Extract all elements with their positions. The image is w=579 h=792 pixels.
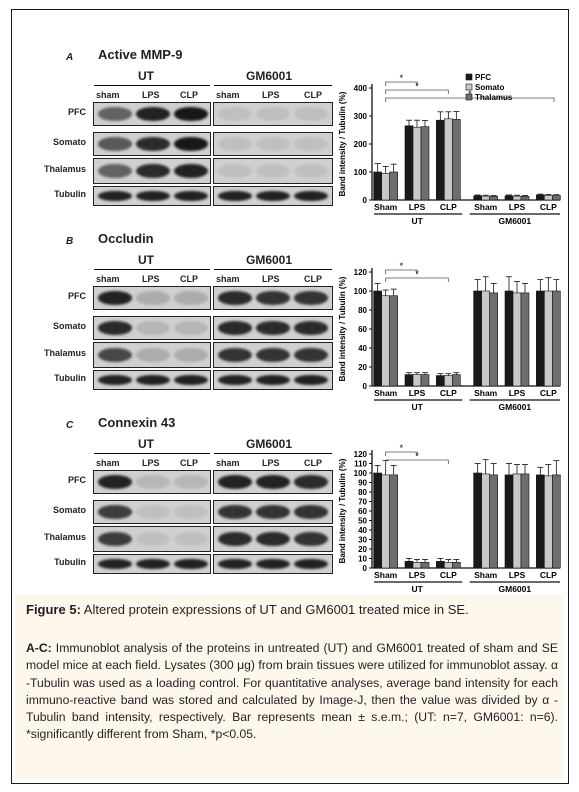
lane-label: LPS [142,458,160,468]
bar-thalamus [552,475,560,568]
legend-swatch-pfc [466,74,472,80]
blot-band [98,559,132,570]
bar-thalamus [452,119,460,200]
x-tick-label: Sham [374,388,398,398]
blot-band [136,137,170,150]
bar-pfc [505,475,513,568]
blot-band [218,321,252,334]
lane-label: CLP [304,458,322,468]
bar-pfc [405,561,413,568]
panel-letter: A [66,52,74,63]
blot-band [294,191,328,202]
group-line-gm6001 [214,453,332,454]
blot-image [93,500,211,524]
panel-letter: B [66,236,74,247]
caption-text: Immunoblot analysis of the proteins in untreated (UT) and GM6001 treated of sham and SE model mice at each field. Lysates (300 μg) from brain tissues were utilized for immunoblot assay. α -Tubulin was used as a loading control. For quantitative analyses, average band intensity for each immuno-reactive band was stored and calculated by Image-J, then the value was divided by α -Tubulin band intensity, respectively. Bar represents mean ± s.e.m.; (UT: n=7, GM6001: n=6). *significantly different from Sham, *p<0.05. [26,641,558,742]
blot-row-label: PFC [68,107,86,117]
blot-band [256,559,290,570]
blot-image [213,500,333,524]
blot-band [294,291,328,304]
bar-thalamus [421,562,429,568]
legend-swatch-thalamus [466,94,472,100]
blot-band [98,137,132,150]
blot-band [136,559,170,570]
y-tick-label: 0 [362,382,367,391]
y-axis-label: Band intensity / Tubulin (%) [338,91,347,197]
y-tick-label: 100 [353,168,367,177]
lane-label: sham [96,274,120,284]
lane-label: LPS [262,458,280,468]
blot-band [174,505,208,518]
blot-band [174,475,208,488]
bar-thalamus [390,296,398,386]
blot-band [294,164,328,178]
lane-label: CLP [180,90,198,100]
blot-image [213,526,333,552]
bar-somato [413,375,421,386]
blot-band [256,137,290,150]
x-tick-label: CLP [539,202,557,212]
blot-band [174,107,208,120]
blot-band [136,532,170,546]
y-tick-label: 120 [353,268,367,277]
group-line-gm6001 [214,269,332,270]
bar-pfc [436,376,444,386]
y-tick-label: 40 [358,344,367,353]
blot-band [294,532,328,546]
bar-thalamus [390,475,398,568]
blot-band [294,107,328,120]
x-tick-label: CLP [439,202,457,212]
group-line-gm6001 [214,85,332,86]
blot-image [93,286,211,310]
lane-label: LPS [142,90,160,100]
bar-pfc [405,375,413,386]
significance-marker: * [415,269,419,279]
y-tick-label: 0 [362,196,367,205]
y-tick-label: 100 [353,287,367,296]
group-line-ut [94,85,210,86]
lane-label: CLP [180,458,198,468]
bar-thalamus [521,474,529,568]
bar-pfc [505,291,513,386]
significance-marker: * [399,261,404,271]
x-tick-label: LPS [408,388,426,398]
bar-somato [482,291,490,386]
blot-image [93,370,211,390]
blot-band [98,475,132,488]
blot-row-label: Thalamus [43,348,86,358]
y-tick-label: 200 [353,140,367,149]
blot-band [136,505,170,518]
y-tick-label: 20 [358,545,367,554]
blot-band [174,137,208,150]
blot-image [93,470,211,494]
y-tick-label: 110 [354,459,367,469]
bar-pfc [474,291,482,386]
blot-band [174,164,208,178]
blot-band [218,559,252,570]
blot-image [93,158,211,184]
bar-somato [544,291,552,386]
blot-band [218,348,252,362]
blot-band [218,164,252,178]
y-tick-label: 20 [358,363,367,372]
significance-marker: * [399,73,404,83]
x-tick-label: LPS [408,202,426,212]
x-group-label-gm6001: GM6001 [498,402,532,412]
bar-pfc [374,172,382,200]
x-group-label-gm6001: GM6001 [498,216,532,226]
panel-title: Connexin 43 [98,415,176,430]
blot-band [256,505,290,518]
caption-label: A-C: [26,641,52,655]
x-tick-label: CLP [439,570,457,580]
blot-band [218,291,252,304]
blot-image [93,186,211,206]
bar-pfc [536,291,544,386]
bar-thalamus [421,127,429,200]
y-tick-label: 70 [358,497,367,507]
lane-label: sham [216,90,240,100]
blot-row-label: Somato [52,321,86,331]
bar-thalamus [421,375,429,386]
blot-group-gm6001: GM6001 [246,437,293,451]
blot-band [294,348,328,362]
bar-thalamus [490,293,498,386]
blot-band [174,291,208,304]
blot-image [213,554,333,574]
y-tick-label: 50 [358,516,367,526]
figure-caption-title [26,602,469,617]
bar-pfc [374,473,382,568]
bar-somato [444,562,452,568]
significance-marker: * [399,443,404,453]
x-tick-label: CLP [539,570,557,580]
blot-band [294,375,328,386]
panel-title: Active MMP-9 [98,47,183,62]
bar-somato [513,293,521,386]
blot-band [136,321,170,334]
bar-somato [482,474,490,568]
y-tick-label: 80 [358,488,367,497]
bar-somato [382,475,390,568]
blot-band [98,291,132,304]
blot-band [174,375,208,386]
panel-letter: C [66,420,74,431]
blot-band [136,291,170,304]
blot-band [256,107,290,120]
significance-marker: * [415,451,419,461]
x-tick-label: LPS [408,570,426,580]
bar-thalamus [552,196,560,200]
y-tick-label: 400 [353,84,367,93]
blot-group-ut: UT [138,253,154,267]
blot-group-gm6001: GM6001 [246,69,293,83]
legend-label: Somato [475,83,505,92]
significance-marker: * [415,81,419,91]
blot-image [93,342,211,368]
blot-band [218,475,252,488]
x-tick-label: CLP [439,388,457,398]
blot-band [256,291,290,304]
blot-band [98,321,132,334]
bar-pfc [436,120,444,200]
y-tick-label: 60 [358,325,367,334]
blot-band [218,375,252,386]
lane-label: LPS [142,274,160,284]
bar-thalamus [452,562,460,568]
blot-row-label: Tubulin [54,373,86,383]
bar-thalamus [521,196,529,200]
y-tick-label: 40 [358,526,367,535]
blot-band [294,475,328,488]
x-tick-label: Sham [474,570,498,580]
blot-band [98,348,132,362]
bar-thalamus [452,375,460,386]
bar-thalamus [490,475,498,568]
figure-label: Figure 5: [26,602,81,617]
blot-image [93,526,211,552]
blot-row-label: Tubulin [54,557,86,567]
bar-pfc [405,126,413,200]
lane-label: CLP [180,274,198,284]
lane-label: sham [96,458,120,468]
blot-row-label: Somato [52,505,86,515]
blot-band [256,191,290,202]
bar-somato [382,296,390,386]
blot-band [174,348,208,362]
group-line-ut [94,453,210,454]
blot-row-label: Thalamus [43,532,86,542]
blot-band [256,475,290,488]
lane-label: LPS [262,90,280,100]
blot-band [98,375,132,386]
y-tick-label: 300 [353,112,367,121]
blot-image [213,102,333,126]
blot-band [174,559,208,570]
x-tick-label: Sham [374,202,398,212]
x-tick-label: CLP [539,388,557,398]
blot-image [93,102,211,126]
lane-label: LPS [262,274,280,284]
y-tick-label: 100 [353,469,367,478]
blot-band [174,532,208,546]
bar-thalamus [552,291,560,386]
bar-pfc [474,473,482,568]
blot-band [294,321,328,334]
lane-label: sham [96,90,120,100]
y-axis-label: Band intensity / Tubulin (%) [338,276,347,382]
blot-group-ut: UT [138,437,154,451]
bar-chart-b [338,256,568,416]
blot-image [93,554,211,574]
blot-band [136,375,170,386]
blot-band [136,191,170,202]
blot-band [294,137,328,150]
bar-pfc [505,196,513,200]
x-group-label-gm6001: GM6001 [498,584,532,594]
bar-somato [413,562,421,568]
blot-image [213,370,333,390]
x-tick-label: LPS [508,202,526,212]
bar-somato [544,476,552,568]
blot-image [213,470,333,494]
legend-label: PFC [475,73,491,82]
blot-band [174,321,208,334]
blot-band [218,191,252,202]
x-tick-label: Sham [374,570,398,580]
blot-band [218,505,252,518]
figure-caption-body [26,640,558,744]
blot-band [218,532,252,546]
y-tick-label: 90 [358,478,367,488]
bar-thalamus [490,196,498,200]
bar-somato [382,173,390,200]
y-tick-label: 80 [358,306,367,315]
blot-band [294,559,328,570]
x-tick-label: Sham [474,202,498,212]
bar-pfc [436,561,444,568]
bar-somato [413,127,421,200]
blot-image [213,342,333,368]
lane-label: sham [216,274,240,284]
bar-pfc [536,195,544,200]
blot-image [213,132,333,156]
y-tick-label: 60 [358,507,367,516]
group-line-ut [94,269,210,270]
blot-row-label: Tubulin [54,189,86,199]
bar-pfc [474,196,482,200]
blot-band [218,137,252,150]
figure-title: Altered protein expressions of UT and GM6001 treated mice in SE. [80,602,469,617]
blot-band [256,532,290,546]
blot-image [93,316,211,340]
legend-swatch-somato [466,84,472,90]
blot-band [136,348,170,362]
blot-band [218,107,252,120]
blot-row-label: Somato [52,137,86,147]
blot-band [256,348,290,362]
blot-band [256,164,290,178]
lane-label: CLP [304,90,322,100]
blot-band [98,191,132,202]
blot-band [136,475,170,488]
blot-image [213,286,333,310]
blot-row-label: Thalamus [43,164,86,174]
y-tick-label: 0 [362,564,367,573]
x-group-label-ut: UT [411,402,423,412]
bar-somato [444,119,452,200]
legend-label: Thalamus [475,93,513,102]
blot-image [93,132,211,156]
blot-band [256,375,290,386]
blot-band [98,164,132,178]
bar-somato [444,376,452,386]
bar-thalamus [390,172,398,200]
x-tick-label: Sham [474,388,498,398]
bar-somato [513,474,521,568]
bar-chart-a [338,72,568,232]
bar-chart-c [338,438,568,596]
x-tick-label: LPS [508,388,526,398]
y-tick-label: 30 [358,535,367,545]
panel-title: Occludin [98,231,154,246]
blot-group-ut: UT [138,69,154,83]
blot-band [256,321,290,334]
blot-row-label: PFC [68,475,86,485]
blot-band [136,164,170,178]
blot-band [98,505,132,518]
lane-label: sham [216,458,240,468]
x-group-label-ut: UT [411,216,423,226]
lane-label: CLP [304,274,322,284]
bar-pfc [536,475,544,568]
blot-image [213,186,333,206]
bar-somato [544,195,552,200]
blot-row-label: PFC [68,291,86,301]
x-group-label-ut: UT [411,584,423,594]
y-tick-label: 10 [358,554,367,564]
y-axis-label: Band intensity / Tubulin (%) [338,458,347,564]
bar-somato [482,196,490,200]
blot-group-gm6001: GM6001 [246,253,293,267]
bar-somato [513,196,521,200]
blot-band [136,107,170,120]
y-tick-label: 120 [353,450,367,459]
blot-band [98,532,132,546]
blot-image [213,158,333,184]
blot-image [213,316,333,340]
bar-pfc [374,291,382,386]
blot-band [98,107,132,120]
x-tick-label: LPS [508,570,526,580]
blot-band [294,505,328,518]
blot-band [174,191,208,202]
bar-thalamus [521,293,529,386]
